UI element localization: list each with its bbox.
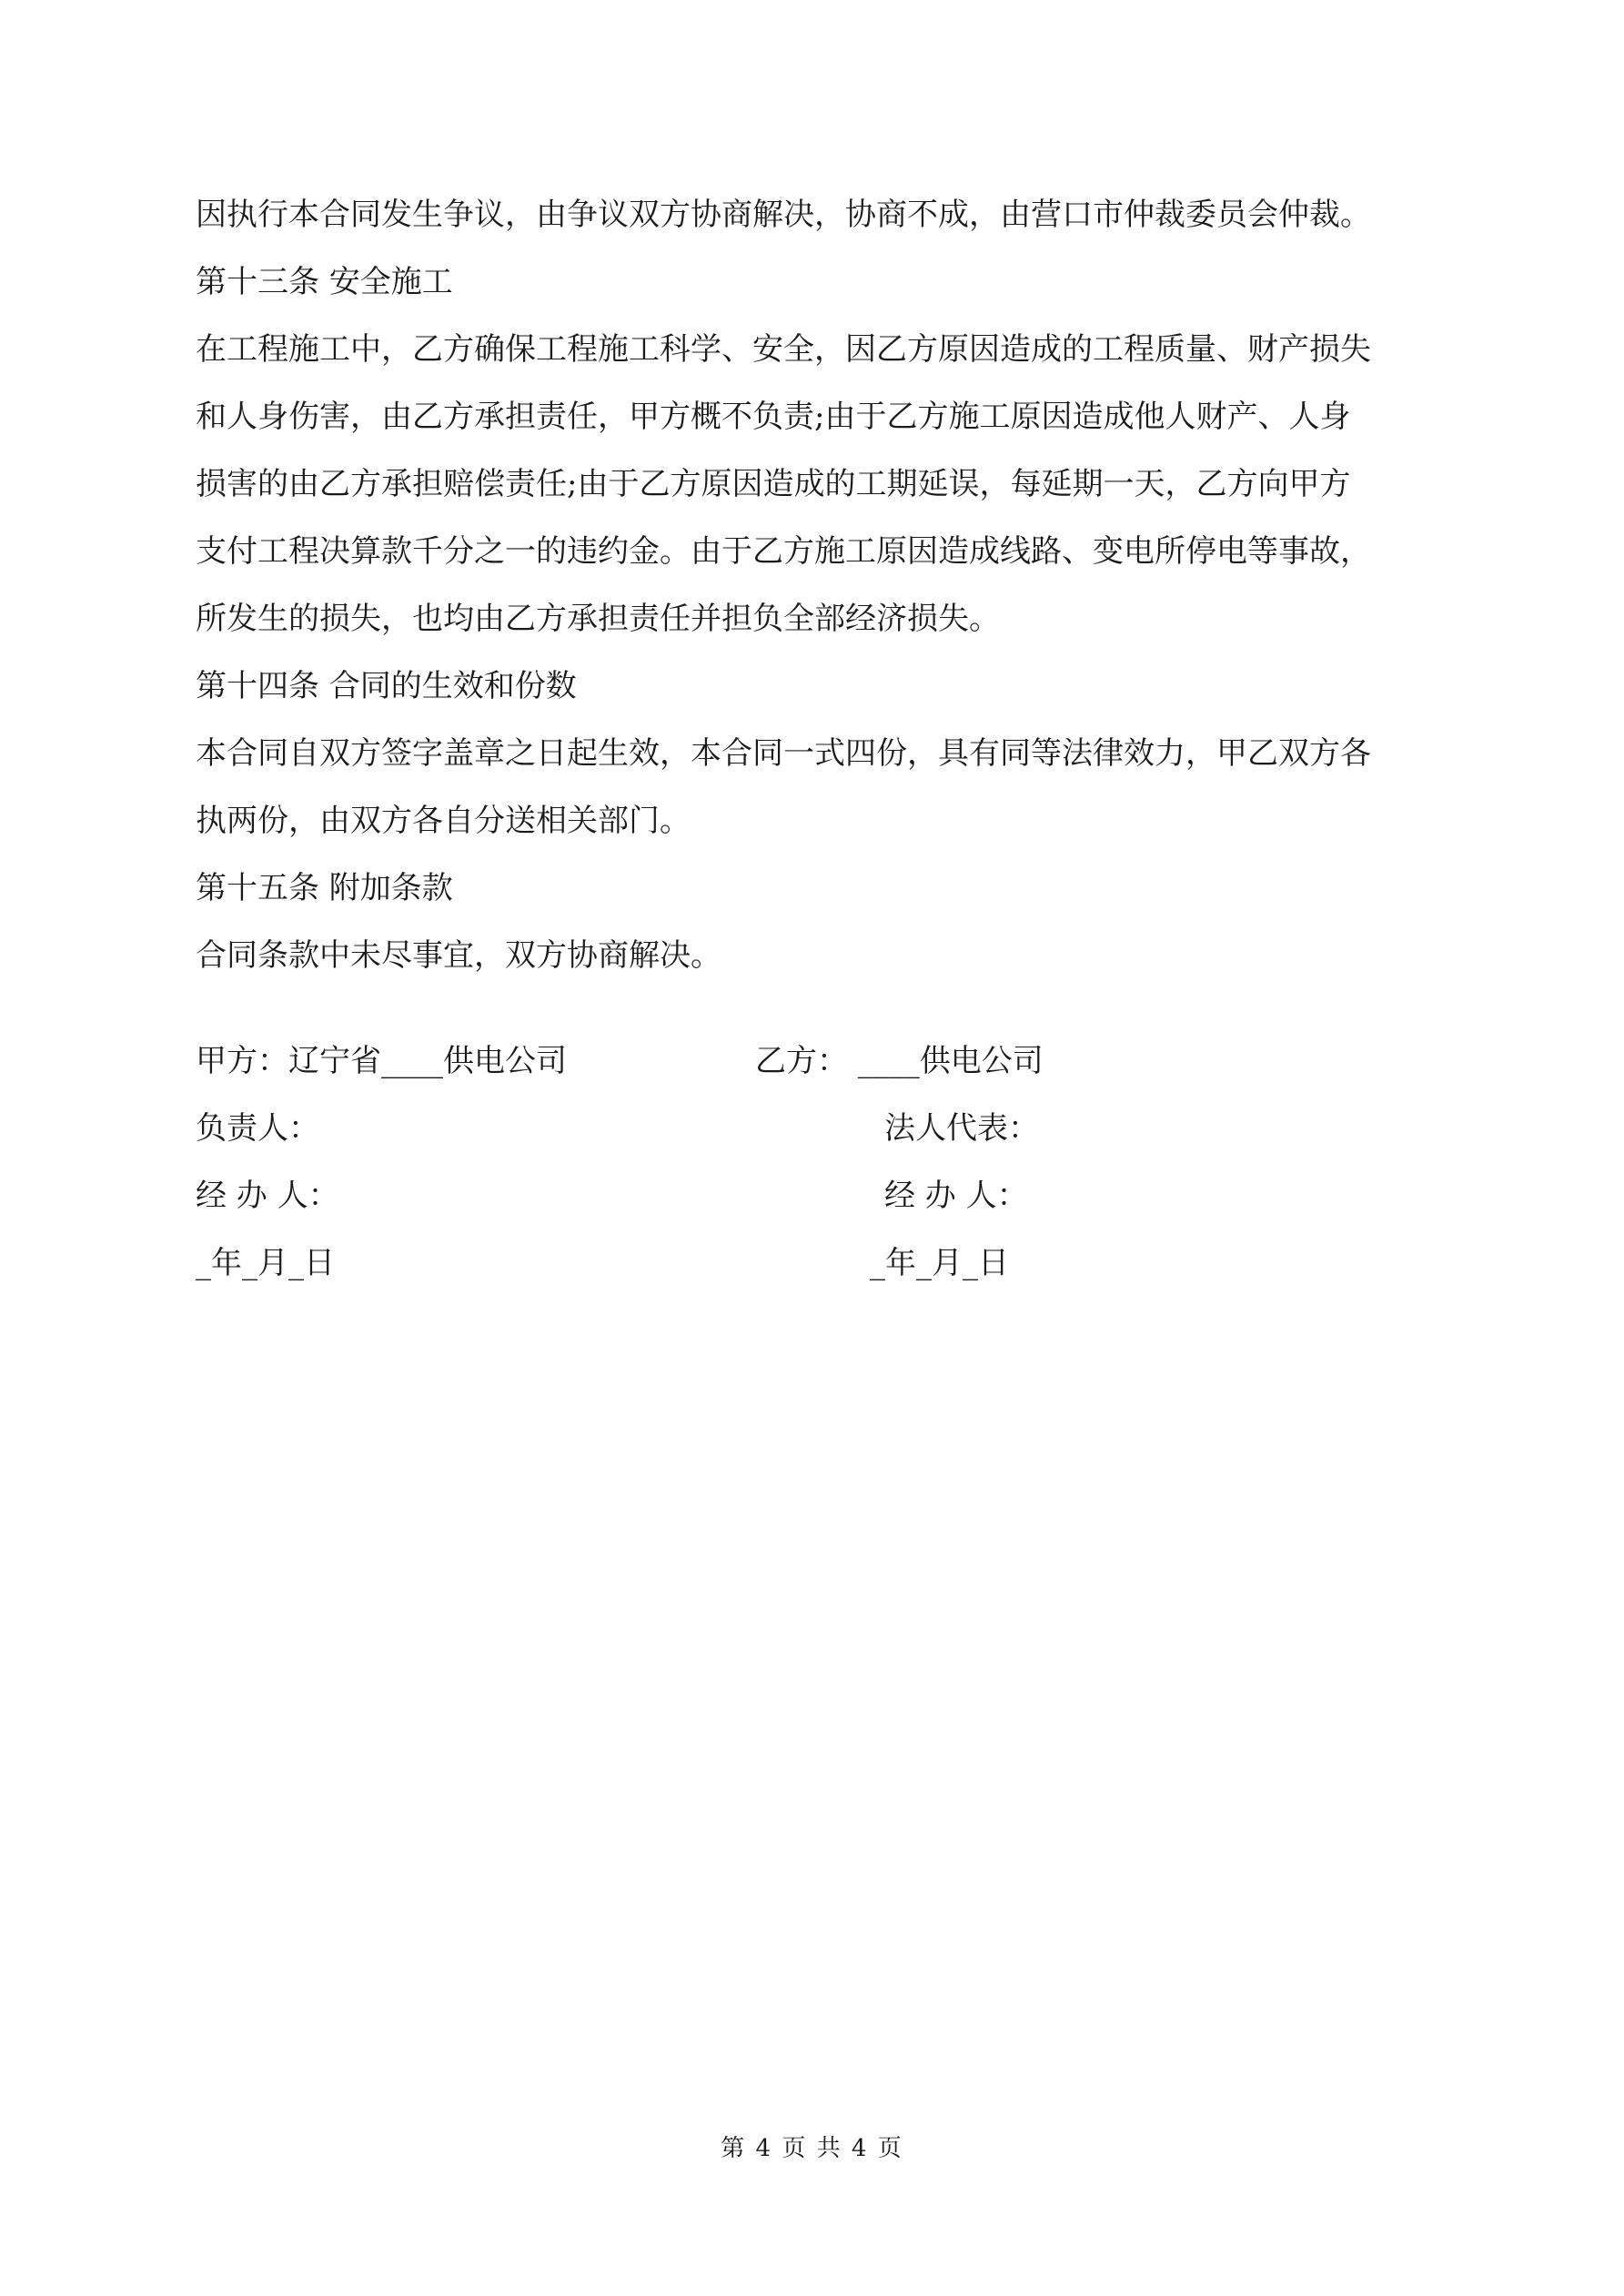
party-b-label: 乙方： ____供电公司: [755, 1043, 1044, 1079]
document-body: [196, 198, 1437, 1006]
clause-13-paragraph: [196, 333, 1437, 635]
signature-block: [196, 1045, 1437, 1314]
clause-15-title: 第十五条 附加条款: [196, 870, 453, 906]
signature-row-handlers: [196, 1179, 1437, 1212]
clause-14-title: 第十四条 合同的生效和份数: [196, 668, 577, 704]
clause-13-line: 在工程施工中，乙方确保工程施工科学、安全，因乙方原因造成的工程质量、财产损失: [196, 331, 1371, 368]
clause-14-line: 执两份，由双方各自分送相关部门。: [196, 803, 691, 839]
clause-13-title: 第十三条 安全施工: [196, 264, 453, 300]
date-a-label: _年_月_日: [196, 1245, 335, 1281]
clause-14-paragraph: [196, 737, 1437, 837]
clause-13-line: 和人身伤害，由乙方承担责任，甲方概不负责;由于乙方施工原因造成他人财产、人身: [196, 399, 1351, 435]
handler-a-label: 经 办 人：: [196, 1178, 339, 1214]
dispute-paragraph: 因执行本合同发生争议，由争议双方协商解决，协商不成，由营口市仲裁委员会仲裁。: [196, 197, 1371, 233]
clause-13-line: 所发生的损失，也均由乙方承担责任并担负全部经济损失。: [196, 601, 1000, 637]
clause-15-text: 合同条款中未尽事宜，双方协商解决。: [196, 937, 721, 974]
page-number-footer: 第 4 页 共 4 页: [721, 2135, 903, 2162]
handler-b-label: 经 办 人：: [884, 1178, 1028, 1214]
clause-14-line: 本合同自双方签字盖章之日起生效，本合同一式四份，具有同等法律效力，甲乙双方各: [196, 735, 1371, 772]
legal-representative-label: 法人代表：: [884, 1110, 1039, 1147]
party-a-label: 甲方：辽宁省____供电公司: [196, 1043, 567, 1079]
date-b-label: _年_月_日: [870, 1245, 1009, 1281]
signature-row-dates: [196, 1247, 1437, 1279]
signature-row-parties: [196, 1045, 1437, 1077]
signature-row-representatives: [196, 1112, 1437, 1145]
clause-13-line: 支付工程决算款千分之一的违约金。由于乙方施工原因造成线路、变电所停电等事故，: [196, 533, 1371, 570]
clause-13-line: 损害的由乙方承担赔偿责任;由于乙方原因造成的工期延误，每延期一天，乙方向甲方: [196, 466, 1351, 502]
responsible-person-label: 负责人：: [196, 1110, 319, 1147]
